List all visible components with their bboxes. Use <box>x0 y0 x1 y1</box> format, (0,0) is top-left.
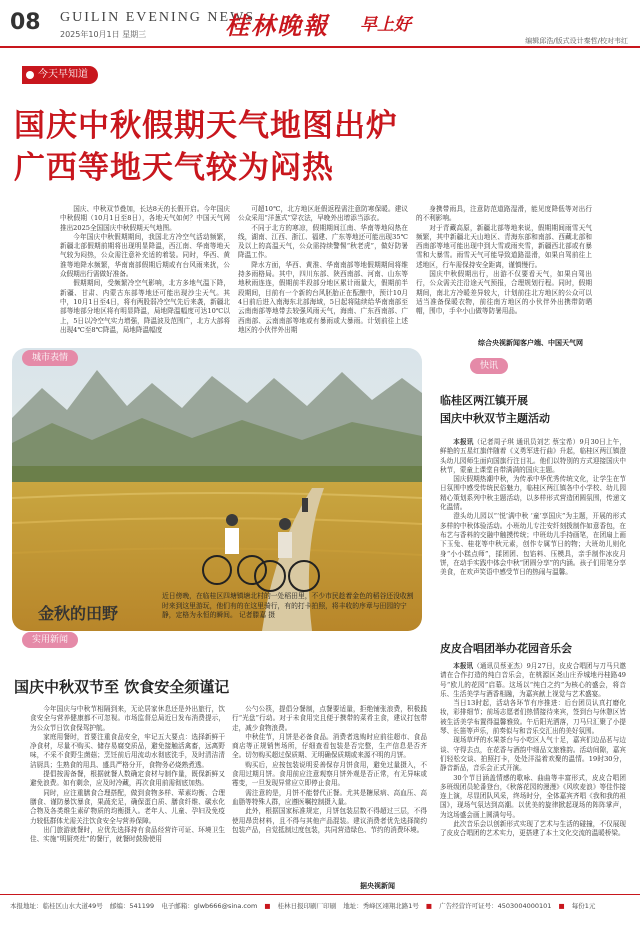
section-tag-city: 城市表情 <box>22 350 78 366</box>
rice-field-photo <box>12 348 422 631</box>
editor-credits: 编辑邱浩/版式设计秦哲/校对韦红 <box>525 37 628 45</box>
headline-line2: 广西等地天气较为闷热 <box>14 150 334 186</box>
footer-separator: ■ <box>425 902 433 910</box>
paragraph: 需注意的是，月饼不能替代正餐。尤其是糖尿病、高血压、高血脂等特殊人群，应遵医嘱控制摄入量。 <box>232 788 427 806</box>
paragraph: 假期期间，受频繁冷空气影响，北方多地气温下降，新疆、甘肃、内蒙古东部等地还可能出现沙尘天气。其中，10月1日至4日，将有两股弱冷空气先后来袭，新疆北部等地部分地区将有明显降温，局地降温幅度可达10℃以上，5日以冷空气实力增强，降温波及范围广，北方大部将出现4℃至8℃降温，局地降温幅度 <box>60 279 230 334</box>
news1-body <box>440 438 626 630</box>
paragraph <box>440 438 626 475</box>
story-source: 综合央视新闻客户端、中国天气网 <box>478 339 583 347</box>
paragraph: 中秋佳节，月饼是必备食品。消费者选购时应前往超市、食品商店等正规销售场所，仔细查看包装是否完整，生产信息是否齐全。切勿购买超过保质期、无明确保质期或来源不明的月饼。 <box>232 732 427 760</box>
news-source: 本报讯 <box>453 438 474 446</box>
footer-separator: ■ <box>264 902 271 910</box>
paragraph-text: 9月30日上午，鲜艳的五星红旗伴随着《义勇军进行曲》升起，临桂区两江镇澄头幼儿园师生面向国旗行注目礼。他们以特别的方式迎接国庆中秋节，蒙童上课堂自带满满的国庆主题。 <box>440 438 626 474</box>
news-byline: （记者周子琪 通讯员刘艺 蔡宝希） <box>473 438 580 446</box>
paragraph-text: 9月27日，皮皮合唱团与刀马只邀请在合作打造的纯白音乐会，在桃源区尧山庄乔城地丹桂路49号“欧儿的花园”启幕。这场以“纯白之约”为核心的盛会，将音乐、生活美学与酒香相融，为嘉宾献上视觉与艺术盛宴。 <box>440 662 626 698</box>
photo-caption <box>162 592 414 621</box>
paragraph: 此次音乐会以创新形式实现了艺术与生活的碰撞，不仅展现了皮皮合唱团的艺术实力，更搭建了本土文化交流的温暖桥梁。 <box>440 820 626 838</box>
paragraph: 可超10℃，北方地区赶假返程需注意防寒保暖。建议公众采用“洋葱式”穿衣法，早晚外出增添当添衣。 <box>238 205 408 223</box>
footer-email: 电子邮箱：glwb666@sina.com <box>161 902 258 910</box>
news-source: 本报讯 <box>453 662 474 670</box>
paragraph: 家庭用餐时，首要注重食品安全，牢记五大要点：选择新鲜干净食材，尽量不购买、储存易腐变质品，避免接触活禽畜，远离野味，不采不食野生菌菇；烹饪前后用流动水彻底洗手，及时清洁清洁厨具；生熟食的用具、盛具严格分开，食物务必烧熟煮透。 <box>30 732 225 769</box>
paragraph: 国庆中秋假期出行，出游不仅要看天气，如果自驾出行，公众需关注沿途天气预报，合理规划行程。同时，假期期间，南北方冷暖差异较大，计划前往北方地区的公众可以适当准备保暖衣物，前往南方地区的小伙伴外出携带防晒帽，围巾，手伞小山做等防暑用品。 <box>416 270 592 316</box>
paragraph: 今年国庆与中秋节相隔到来，无论居家休息还是外出旅行，饮食安全与营养健康都不可忽视。市场监督总局近日发布消费提示，为公众节日饮食保驾护航。 <box>30 705 225 732</box>
paragraph: 身携带雨具，注意防范道路湿滑，能见度降低等对出行的不利影响。 <box>416 205 592 223</box>
paper-name-en: GUILIN EVENING NEWS <box>60 10 256 25</box>
news2-title: 皮皮合唱团举办花园音乐会 <box>440 642 572 655</box>
story-column-2 <box>238 205 408 338</box>
paper-logo: 桂林晚報 <box>225 11 329 40</box>
footer-separator: ■ <box>558 902 565 910</box>
footer-postcode: 邮编：541199 <box>109 902 155 910</box>
section-tag-news: 快讯 <box>470 358 508 374</box>
issue-date: 2025年10月1日 星期三 <box>60 30 147 39</box>
footer-printer-address: 地址：秀峰区翊翔北路1号 <box>343 902 419 910</box>
food-safety-title: 国庆中秋双节至 饮食安全须谨记 <box>14 678 230 696</box>
paragraph <box>440 662 626 699</box>
paragraph: 不同于北方的寒凉，假期期间江南、华南等地闷热在线，湖南、江西、浙江、福建、广东等地还可能出现35℃及以上的高温天气，公众需持续警惕“秋老虎”，做好防暑降温工作。 <box>238 223 408 260</box>
section-tag-practical: 实用新闻 <box>22 632 78 648</box>
paragraph: 国庆假期热潮中秋，为传承中华优秀传统文化，让学生在节日氛围中感受传统民俗魅力，临桂区两江镇各中小学校、幼儿园精心策划系列中秋主题活动，以多样形式营造团圆氛围，传递文化温情。 <box>440 475 626 512</box>
story-column-1 <box>60 205 230 338</box>
footer-info <box>0 894 640 927</box>
paragraph: 同时，应注重膳食合理搭配，做到食物多样、荤素均衡、合理膳食、谨防暴饮暴食，果蔬充足，确保蛋白质、膳食纤维、碳水化合物及各类维生素矿物质的均衡摄入。老年人、儿童、孕妇及免疫力较低群体尤需关注饮食安全与营养保障。 <box>30 788 225 825</box>
footer-printer: 桂林日报印刷厂印刷 <box>277 902 337 910</box>
caption-text: 近日傍晚，在临桂区四塘镇塘北村的一处稻田里，不少市民趁着金色的稻谷还没收割时来到这里游玩，他们有的在这里骑行，有的打卡拍照，将丰收的序章与田园的宁静，定格为永恒的瞬间。 <box>162 592 414 619</box>
masthead-rule <box>0 46 640 48</box>
photo-credit: 记者滕嘉 摄 <box>238 611 276 619</box>
footer-price: 每份1元 <box>571 902 596 910</box>
food-column-2 <box>232 705 427 867</box>
paragraph: 提倡按需备餐，根据就餐人数确定食材与制作量，既保新鲜又避免浪费。如有剩余，应及时冷藏，再次食用前需彻底加热。 <box>30 770 225 788</box>
paragraph: 此外，根据国家标准规定，月饼包装层数不得超过三层，不得使用昂贵材料，且不得与其他产品混装。建议消费者优先选择简约包装产品，自觉抵制过度包装，共同营造绿色、节约的消费环境。 <box>232 807 427 834</box>
paragraph: 对于青藏高原，新疆北部等地来说，假期期间雨雪天气频繁，其中新疆北天山地区、青海东部和南部、西藏北部和西南部等地可能出现中到大雪或雨夹雪，新疆西北部或有暴雪和大暴雪。雨雪天气可能导致道路湿滑，如果自驾前往上述地区，行车需保持安全距离，谨慎慢行。 <box>416 223 592 269</box>
paragraph: 国庆、中秋双节叠加，长达8天的长假开启。今年国庆中秋假期（10月1日至8日），各地天气如何？中国天气网推出2025全国国庆中秋假期天气地图。 <box>60 205 230 232</box>
food-source: 据央视新闻 <box>360 882 395 890</box>
food-column-1 <box>30 705 225 867</box>
paragraph: 购买后，应按包装说明妥善保存月饼食用，避免过量摄入，不食用过期月饼。食用前应注意观察月饼外观是否正常，有无异味或霉变，一旦发现异常应立即停止食用。 <box>232 760 427 788</box>
story-column-3 <box>416 205 592 338</box>
section-name: 早上好 <box>360 15 411 35</box>
footer-license: 广告经营许可证号：4503004000101 <box>439 902 552 910</box>
headline-line1: 国庆中秋假期天气地图出炉 <box>14 108 398 144</box>
masthead <box>0 0 640 46</box>
paragraph: 当日13时起，活动各环节有序推进：后台团员认真打磨化妆，彩排细节；前场志愿者们热情接待来宾，签到台与休憩区皆被生活美学布置得温馨雅致。午后阳光洒落，刀马只汇聚了小提琴、长笛等声乐，前奏似与和音乐交汇出的美好氛围。 <box>440 699 626 736</box>
photo-title: 金秋的田野 <box>38 604 119 623</box>
news-byline: （通讯员蔡亚杰） <box>473 662 527 670</box>
section-tag-today: 今天早知道 <box>22 66 98 84</box>
news2-body <box>440 662 626 865</box>
footer-address: 本报地址：临桂区山水大道49号 <box>10 902 103 910</box>
paragraph: 出门旅游就餐时，应优先选择持有食品经营许可证、环境卫生佳、实施“明厨亮灶”的餐厅，就餐时鼓励使用 <box>30 825 225 844</box>
paragraph: 现场草坪的水果茶台与小吃区人气十足，嘉宾们边品茗与边谈、守得去点，在花香与酒韵中细品文旅雅韵。活动间隙，嘉宾们轻松交谈、拍照打卡，处处洋溢着欢聚的温情。19时30分，静音新品，音乐会正式开演。 <box>440 736 626 773</box>
paragraph: 30个节目涵盖情感的歌咏、曲曲等丰富形式，皮皮合唱团多班级团员轮番登台，《秋落花园的漫漫》《风吹麦浪》等佳作接连上演，尽显团队风采，终场时分，全体嘉宾齐唱《我和我的祖国》，现场气氛达到高潮。以优美的旋律掀起现场的阵阵掌声，为这场盛会画上圆满句号。 <box>440 773 626 819</box>
paragraph: 澄头幼儿园以“‘悦’满中秋 ‘童’享国庆”为主题，开展的形式多样的中秋体验活动。小班幼儿专注安纤刻拨制作如意香包，在布艺与香料的交融中触摸传统；中班幼儿手持画笔，在团扇上画下玉兔、桂花等中秋元素，创作专属节日的物；大班幼儿则化身“小小糕点师”，揉团团、包馅料、压模具，亲手制作冰皮月饼，在动手实践中体会中秋“团圆分享”的内涵。孩子们用笔分享美食，在欢声笑语中感受节日的热闹与温馨。 <box>440 512 626 577</box>
paragraph: 公勺公筷，提倡分餐制，点餐要适量，拒绝铺张浪费，积极践行“光盘”行动。对于未食用完且便于携带的菜肴主食，建议打包带走，减少食物浪费。 <box>232 705 427 732</box>
paragraph: 今年国庆中秋假期期间，我国北方冷空气活动频繁，新疆北部假期前期将出现明显降温，西江南、华南等地天气较为闷热，公众需注意补充适的着装。同时，华西、黄淮等地降水频繁，华南南部假期后期或有台风雨来扰，公众假期出行需做好准备。 <box>60 232 230 279</box>
paragraph: 降水方面，华西、黄淮、华南南部等地假期期间将维持多雨格局。其中，四川东部、陕西南部、河南、山东等地秋雨连连，假期前半段部分地区累计雨量大，假期前半段期间，目前有一个新的台风胚胎正在酝酿中，预计10月4日前后进入南海东北部海域，5日起将陆续给华南南部至云南南部等地带去较强风雨天气，海南、广东西南部、广西南部、云南南部等地或有暴雨或大暴雨。计划前往上述地区的小伙伴外出期 <box>238 260 408 334</box>
news1-title-line1: 临桂区两江镇开展 <box>440 394 528 407</box>
news1-title-line2: 国庆中秋双节主题活动 <box>440 412 550 425</box>
page-number: 08 <box>10 10 41 35</box>
